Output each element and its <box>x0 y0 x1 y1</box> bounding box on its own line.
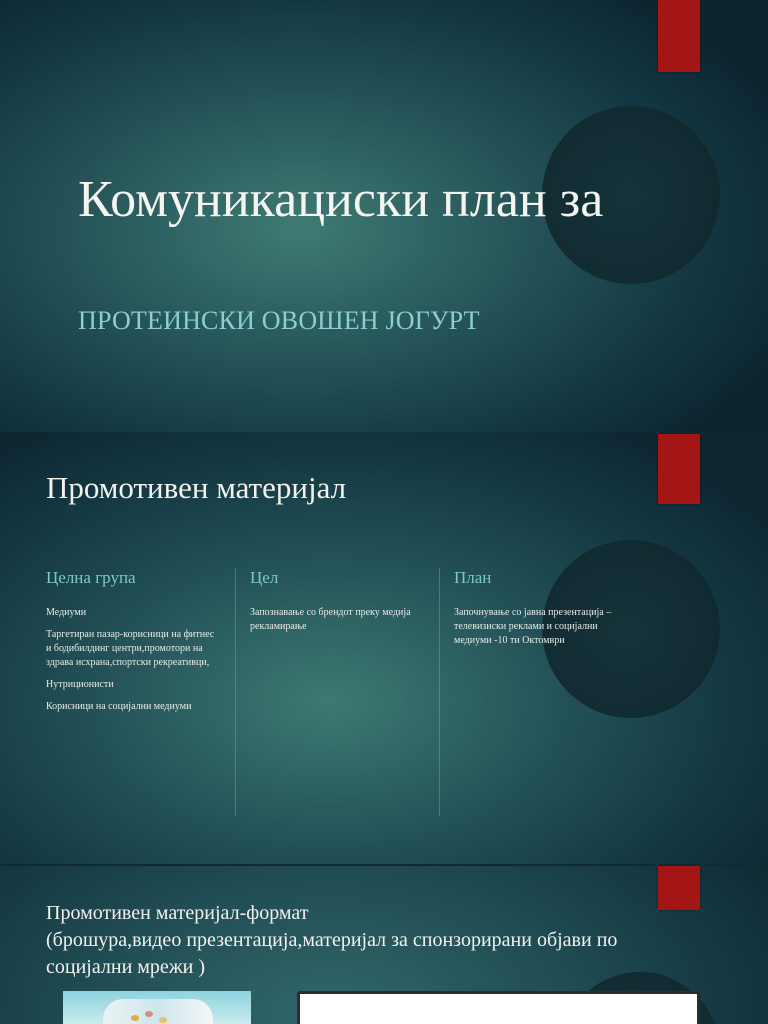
column-item: Корисници на социјални медиуми <box>46 701 192 712</box>
presentation-title: Комуникациски план за <box>78 171 604 228</box>
slide-heading <box>46 900 626 981</box>
column-heading: Цел <box>250 568 279 587</box>
red-accent-bar <box>658 434 700 504</box>
presentation-subtitle: ПРОТЕИНСКИ ОВОШЕН ЈОГУРТ <box>78 306 480 335</box>
column-item: Медиуми <box>46 607 87 618</box>
column-divider <box>439 568 440 816</box>
content-placeholder-box <box>297 991 700 1024</box>
slide-promo-format <box>0 866 768 1024</box>
heading-line: Промотивен материјал-формат <box>46 902 309 924</box>
slide-heading: Промотивен материјал <box>46 470 347 505</box>
red-accent-bar <box>658 866 700 910</box>
column-goal <box>250 568 428 818</box>
column-plan <box>454 568 634 818</box>
column-item: Таргетиран пазар-корисници на фитнес и бодибилдинг центри,промотори на здрава исхрана,спортски рекреативци, <box>46 629 215 668</box>
slide-title <box>0 0 768 432</box>
column-item: Запознавање со брендот преку медија рекламирање <box>250 607 411 632</box>
column-item: Започнување со јавна презентација –телевизиски реклами и социјални медиуми -10 ти Октомври <box>454 607 612 646</box>
red-accent-bar <box>658 0 700 72</box>
column-divider <box>235 568 236 816</box>
column-target-group <box>46 568 222 818</box>
column-heading: План <box>454 568 492 587</box>
slide-promo-material <box>0 432 768 864</box>
yogurt-jar-image <box>63 991 251 1024</box>
column-heading: Целна група <box>46 568 136 587</box>
heading-line: (брошура,видео презентација,материјал за спонзорирани објави по социјални мрежи ) <box>46 929 618 978</box>
column-item: Нутриционисти <box>46 679 114 690</box>
